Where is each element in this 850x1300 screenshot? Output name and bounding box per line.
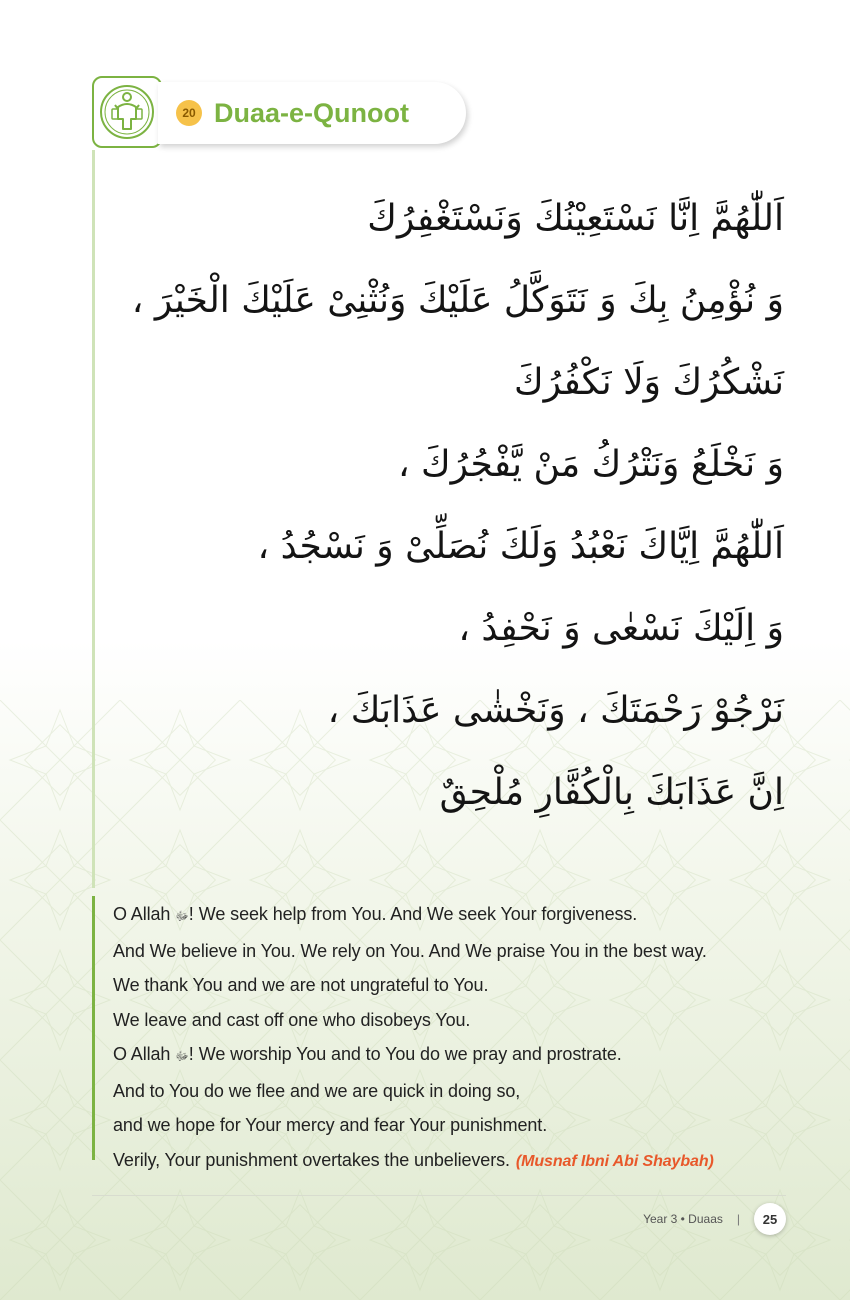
duaa-header [158, 82, 466, 144]
arabic-line: وَ نَخْلَعُ وَنَتْرُكُ مَنْ يَّفْجُرُكَ ، [397, 444, 784, 485]
translation-line [113, 897, 803, 934]
duaa-number-badge: 20 [176, 100, 202, 126]
arabic-text [124, 178, 784, 834]
translation-accent-rule [92, 896, 95, 1160]
page-number: 25 [754, 1203, 786, 1235]
footer-separator: | [736, 1212, 740, 1226]
honorific-glyph: ﷻ [175, 909, 189, 923]
footer-divider [92, 1195, 786, 1196]
arabic-line: وَ نُؤْمِنُ بِكَ وَ نَتَوَكَّلُ عَلَيْكَ وَنُثْنِىْ عَلَيْكَ الْخَيْرَ ، [131, 280, 784, 321]
translation-text: O Allah [113, 1044, 176, 1064]
arabic-line: نَرْجُوْ رَحْمَتَكَ ، وَنَخْشٰى عَذَابَكَ ، [327, 690, 784, 731]
honorific-glyph: ﷻ [175, 1049, 189, 1063]
translation-text: O Allah [113, 904, 176, 924]
source-reference: (Musnaf Ibni Abi Shaybah) [515, 1152, 714, 1170]
page-footer [643, 1202, 786, 1236]
left-margin-rule [92, 150, 95, 888]
translation-text: Verily, Your punishment overtakes the unbelievers. [113, 1149, 510, 1170]
footer-label: Year 3 • Duaas [643, 1212, 723, 1226]
translation-line [113, 1037, 803, 1074]
translation-line [113, 1143, 803, 1180]
translation-text: ! We seek help from You. And We seek Your forgiveness. [188, 904, 638, 924]
translation-line: and we hope for Your mercy and fear Your punishment. [113, 1115, 548, 1135]
arabic-line: وَ اِلَيْكَ نَسْعٰى وَ نَحْفِدُ ، [458, 608, 784, 649]
page-title: Duaa-e-Qunoot [214, 97, 409, 128]
arabic-line: اَللّٰهُمَّ اِيَّاكَ نَعْبُدُ وَلَكَ نُصَلِّىْ وَ نَسْجُدُ ، [257, 526, 784, 567]
arabic-line: اَللّٰهُمَّ اِنَّا نَسْتَعِيْنُكَ وَنَسْتَغْفِرُكَ [367, 198, 784, 239]
person-with-bag-icon [98, 83, 156, 141]
translation-line: And We believe in You. We rely on You. And We praise You in the best way. [113, 940, 707, 961]
translation-line: We thank You and we are not ungrateful to You. [113, 975, 489, 995]
translation-text: ! We worship You and to You do we pray and prostrate. [188, 1044, 622, 1064]
duaa-icon-box [92, 76, 162, 148]
english-translation [113, 897, 803, 1179]
translation-line: And to You do we flee and we are quick in doing so, [113, 1080, 521, 1101]
arabic-line: نَشْكُرُكَ وَلَا نَكْفُرُكَ [514, 362, 784, 403]
translation-line: We leave and cast off one who disobeys You. [113, 1009, 471, 1030]
arabic-line: اِنَّ عَذَابَكَ بِالْكُفَّارِ مُلْحِقٌ [439, 772, 784, 813]
